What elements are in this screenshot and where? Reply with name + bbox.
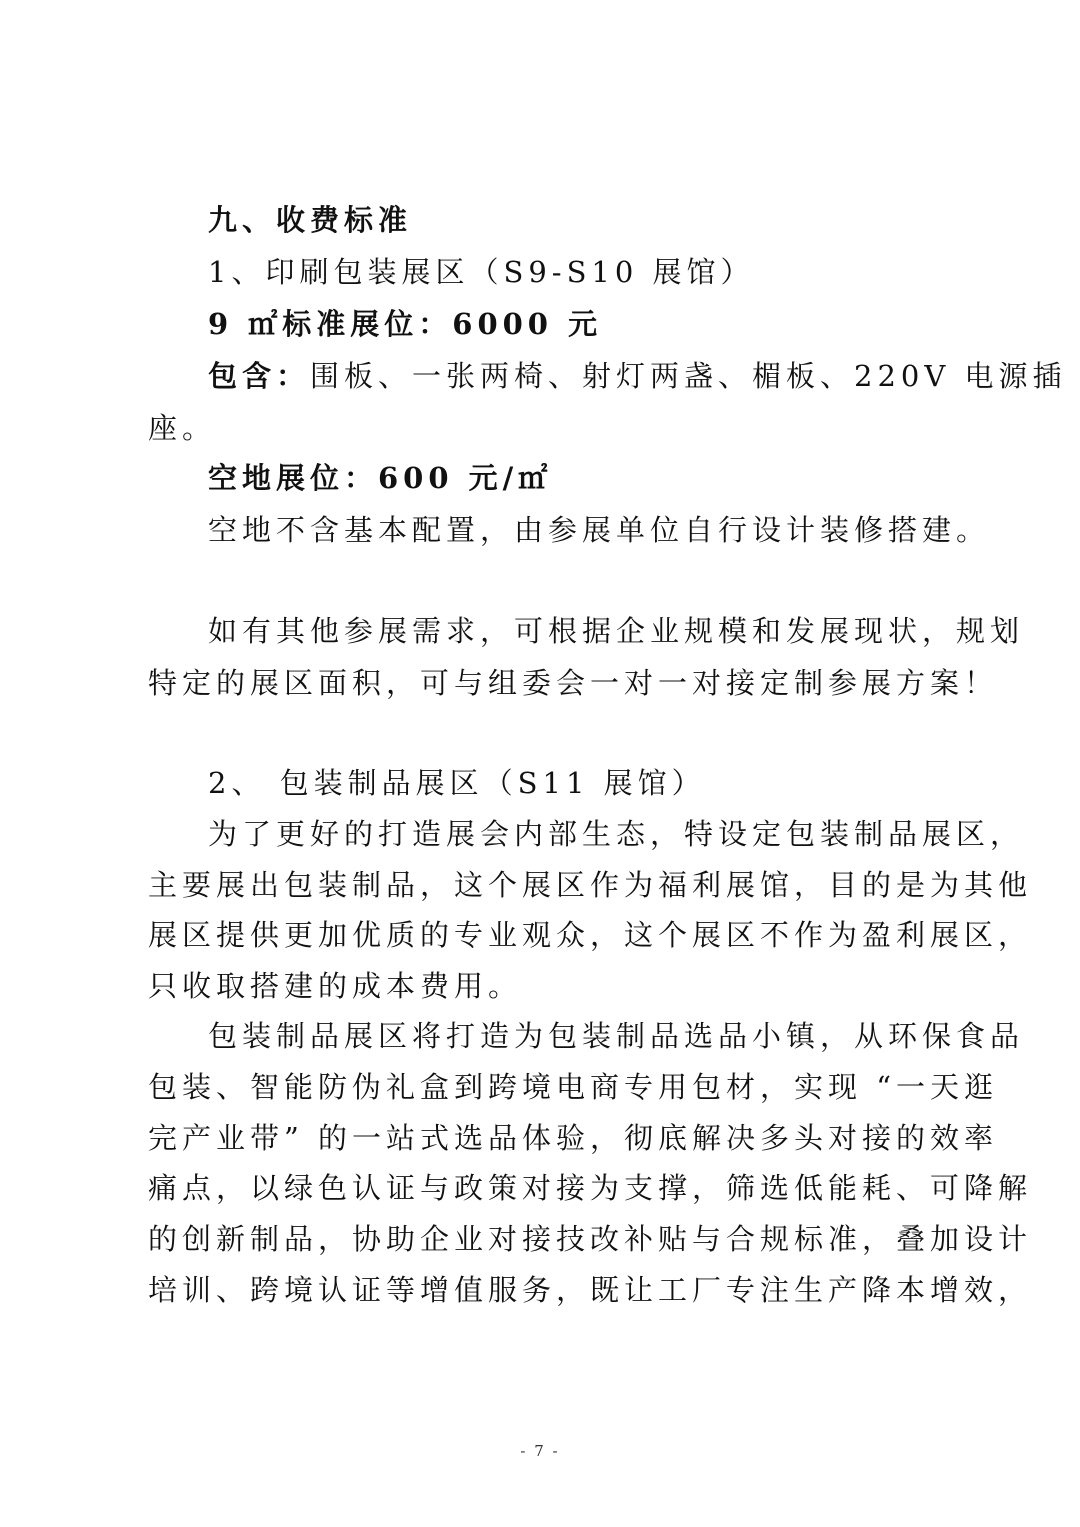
includes-text: 围板、一张两椅、射灯两盏、楣板、220V 电源插 xyxy=(310,359,1067,393)
standard-booth-price: 9 ㎡标准展位：6000 元 xyxy=(208,307,603,341)
packaging-para1-line: 主要展出包装制品，这个展区作为福利展馆，目的是为其他 xyxy=(148,868,1033,902)
printing-zone-title: 1、印刷包装展区（S9-S10 展馆） xyxy=(208,255,755,289)
other-needs-line-2: 特定的展区面积，可与组委会一对一对接定制参展方案！ xyxy=(148,666,999,700)
packaging-para2-line: 包装、智能防伪礼盒到跨境电商专用包材，实现 “一天逛 xyxy=(148,1070,999,1104)
other-needs-line-1: 如有其他参展需求，可根据企业规模和发展现状，规划 xyxy=(208,614,1025,648)
packaging-para1-line: 为了更好的打造展会内部生态，特设定包装制品展区， xyxy=(208,817,1025,851)
raw-space-price: 空地展位：600 元/㎡ xyxy=(208,461,553,495)
packaging-para1-line: 展区提供更加优质的专业观众，这个展区不作为盈利展区， xyxy=(148,918,1033,952)
section-heading: 九、收费标准 xyxy=(208,203,413,237)
packaging-para1-line: 只收取搭建的成本费用。 xyxy=(148,969,523,1003)
includes-text-continued: 座。 xyxy=(148,411,217,445)
includes-line xyxy=(208,356,1067,396)
packaging-zone-title: 2、 包装制品展区（S11 展馆） xyxy=(208,766,706,800)
packaging-para2-line: 痛点，以绿色认证与政策对接为支撑，筛选低能耗、可降解 xyxy=(148,1171,1033,1205)
raw-space-note: 空地不含基本配置，由参展单位自行设计装修搭建。 xyxy=(208,513,991,547)
includes-label: 包含： xyxy=(208,359,311,393)
packaging-para2-line: 的创新制品，协助企业对接技改补贴与合规标准，叠加设计 xyxy=(148,1222,1033,1256)
packaging-para2-line: 培训、跨境认证等增值服务，既让工厂专注生产降本增效， xyxy=(148,1273,1033,1307)
page-number: - 7 - xyxy=(520,1442,560,1460)
packaging-para2-line: 包装制品展区将打造为包装制品选品小镇，从环保食品 xyxy=(208,1019,1025,1053)
packaging-para2-line: 完产业带” 的一站式选品体验，彻底解决多头对接的效率 xyxy=(148,1121,999,1155)
